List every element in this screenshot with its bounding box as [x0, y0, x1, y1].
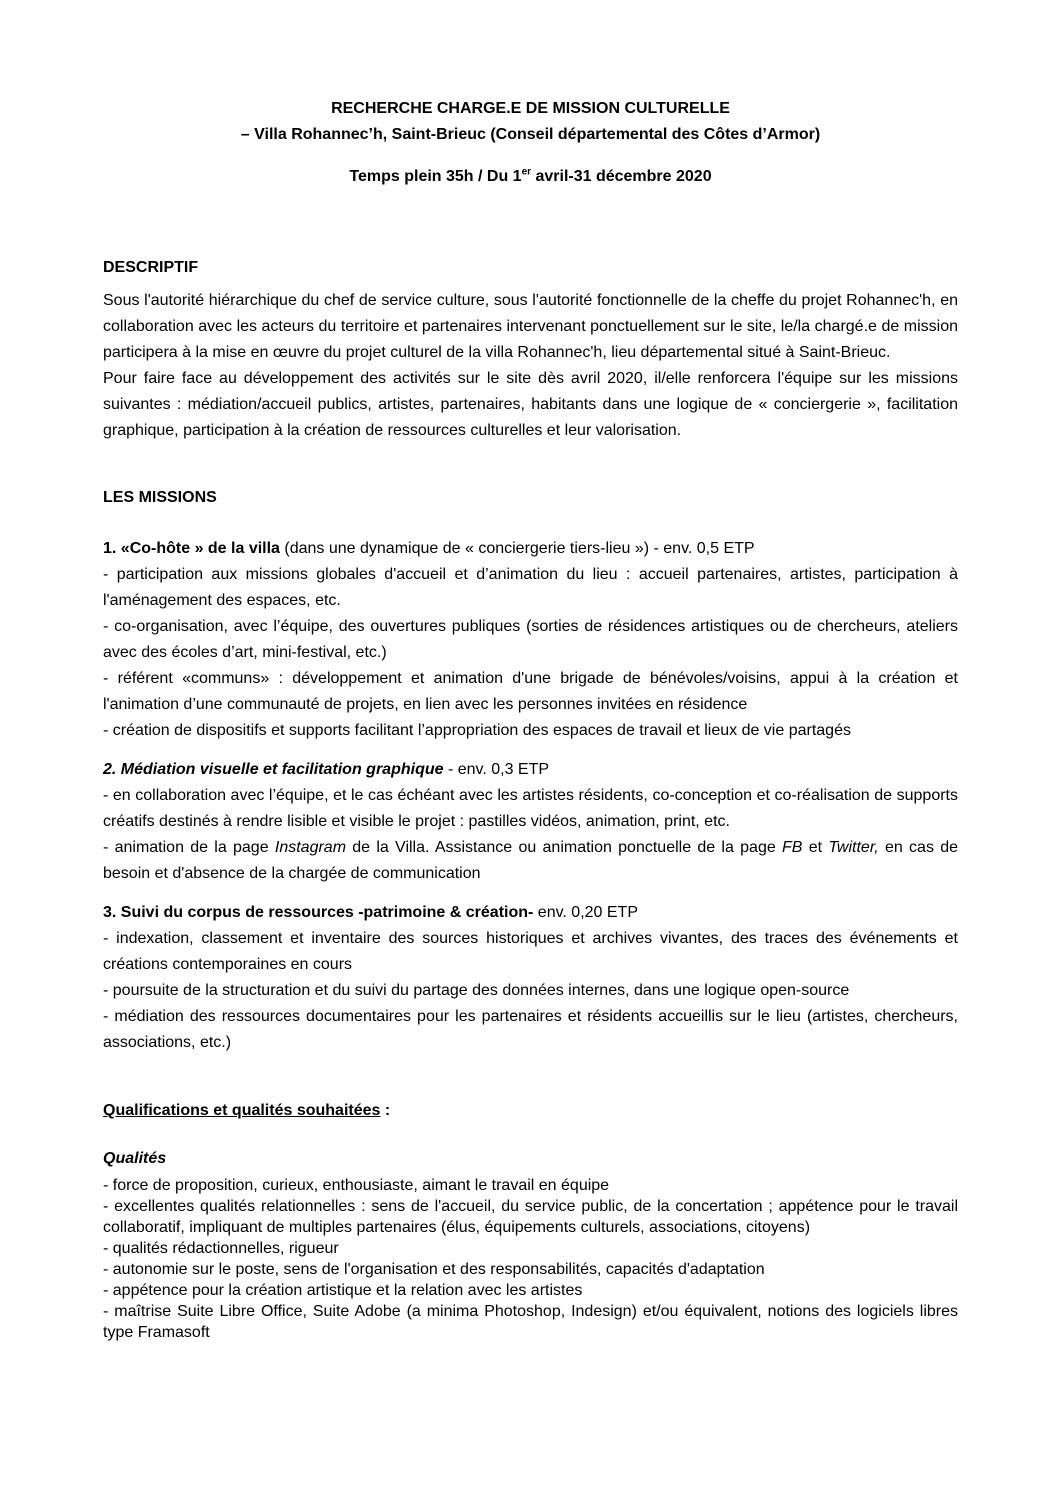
mission-1-bullet-2: - co-organisation, avec l’équipe, des ouvertures publiques (sorties de résidences artistiques ou de chercheurs, ateliers avec des écoles d’art, mini-festival, etc.) — [103, 618, 958, 661]
mission-2-title-rest: - env. 0,3 ETP — [443, 761, 550, 778]
qualites-bullet: - appétence pour la création artistique et la relation avec les artistes — [103, 1282, 583, 1299]
mission-3-bullet-1: - indexation, classement et inventaire des sources historiques et archives vivantes, des traces des événements et créations contemporaines en cours — [103, 930, 958, 973]
section-missions — [103, 485, 958, 1056]
mission-3-title — [103, 900, 958, 926]
mission-1-bullet-3: - référent «communs» : développement et animation d'une brigade de bénévoles/voisins, appui à la création et l'animation d’une communauté de projets, en lien avec les personnes invitées en résidence — [103, 670, 958, 713]
mission-2 — [103, 757, 958, 887]
text-run: Instagram — [274, 839, 347, 856]
text-run: - animation de la page — [103, 839, 275, 856]
mission-3-bullet-2: - poursuite de la structuration et du suivi du partage des données internes, dans une logique open-source — [103, 982, 850, 999]
text-run: et — [802, 839, 829, 856]
descriptif-paragraph-1: Sous l'autorité hiérarchique du chef de service culture, sous l'autorité fonctionnelle de la cheffe du projet Rohannec'h, en collaboration avec les acteurs du territoire et partenaires intervenant ponctuellement sur le site, le/la chargé.e de mission participera à la mise en œuvre du projet culturel de la villa Rohannec'h, lieu départemental situé à Saint-Brieuc. — [103, 292, 958, 361]
mission-2-bullet-2 — [103, 835, 958, 887]
text-run: en cas de besoin et d'absence de la chargée de communication — [103, 839, 959, 882]
document-header — [103, 96, 958, 190]
qualites-bullet: - autonomie sur le poste, sens de l'organisation et des responsabilités, capacités d'adaptation — [103, 1261, 765, 1278]
schedule-suffix: avril-31 décembre 2020 — [531, 168, 712, 185]
qualites-bullet: - qualités rédactionnelles, rigueur — [103, 1240, 339, 1257]
mission-2-title — [103, 757, 958, 783]
schedule-prefix: Temps plein 35h / Du 1 — [349, 168, 522, 185]
text-run: de la Villa. Assistance ou animation ponctuelle de la page — [346, 839, 783, 856]
qualites-list — [103, 1175, 958, 1343]
mission-3-bullet-3: - médiation des ressources documentaires pour les partenaires et résidents accueillis sur le lieu (artistes, chercheurs, associations, etc.) — [103, 1008, 958, 1051]
descriptif-heading: DESCRIPTIF — [103, 259, 199, 276]
mission-2-title-bold-italic: 2. Médiation visuelle et facilitation graphique — [103, 761, 444, 778]
section-descriptif — [103, 255, 958, 444]
mission-3-title-bold: 3. Suivi du corpus de ressources -patrimoine & création- — [103, 904, 534, 921]
missions-heading: LES MISSIONS — [103, 489, 217, 506]
mission-1-title-bold: 1. «Co-hôte » de la villa — [103, 540, 280, 557]
mission-1-title — [103, 536, 958, 562]
mission-1-bullet-1: - participation aux missions globales d'accueil et d’animation du lieu : accueil partenaires, artistes, participation à l'aménagement des espaces, etc. — [103, 566, 958, 609]
mission-3-title-rest: env. 0,20 ETP — [533, 904, 638, 921]
mission-3 — [103, 900, 958, 1056]
schedule-line — [103, 164, 958, 190]
qualites-bullet: - maîtrise Suite Libre Office, Suite Adobe (a minima Photoshop, Indesign) et/ou équivalent, notions des logiciels libres type Framasoft — [103, 1303, 958, 1341]
mission-2-bullet-1: - en collaboration avec l’équipe, et le cas échéant avec les artistes résidents, co-conception et co-réalisation de supports créatifs destinés à rendre lisible et visible le projet : pastilles vidéos, animation, print, etc. — [103, 787, 958, 830]
mission-1 — [103, 536, 958, 744]
qualifications-heading-colon: : — [380, 1102, 391, 1119]
mission-1-title-rest: (dans une dynamique de « conciergerie tiers-lieu ») - env. 0,5 ETP — [279, 540, 755, 557]
document-title-line2: – Villa Rohannec’h, Saint-Brieuc (Conseil départemental des Côtes d’Armor) — [240, 126, 821, 143]
text-run: Twitter, — [828, 839, 879, 856]
document-title-line1: RECHERCHE CHARGE.E DE MISSION CULTURELLE — [331, 100, 730, 117]
mission-1-bullet-4: - création de dispositifs et supports facilitant l’appropriation des espaces de travail et lieux de vie partagés — [103, 722, 851, 739]
descriptif-paragraph-2: Pour faire face au développement des activités sur le site dès avril 2020, il/elle renforcera l'équipe sur les missions suivantes : médiation/accueil publics, artistes, partenaires, habitants dans une logique de « conciergerie », facilitation graphique, participation à la création de ressources culturelles et leur valorisation. — [103, 370, 958, 439]
qualites-bullet: - excellentes qualités relationnelles : sens de l'accueil, du service public, de la concertation ; appétence pour le travail collaboratif, impliquant de multiples partenaires (élus, équipements culturels, associations, citoyens) — [103, 1198, 958, 1236]
text-run: FB — [782, 839, 803, 856]
qualites-heading: Qualités — [103, 1150, 167, 1167]
qualifications-heading — [103, 1098, 958, 1124]
qualifications-heading-text: Qualifications et qualités souhaitées — [103, 1102, 381, 1119]
schedule-superscript: er — [521, 166, 532, 178]
qualites-bullet: - force de proposition, curieux, enthousiaste, aimant le travail en équipe — [103, 1177, 610, 1194]
section-qualifications — [103, 1098, 958, 1343]
